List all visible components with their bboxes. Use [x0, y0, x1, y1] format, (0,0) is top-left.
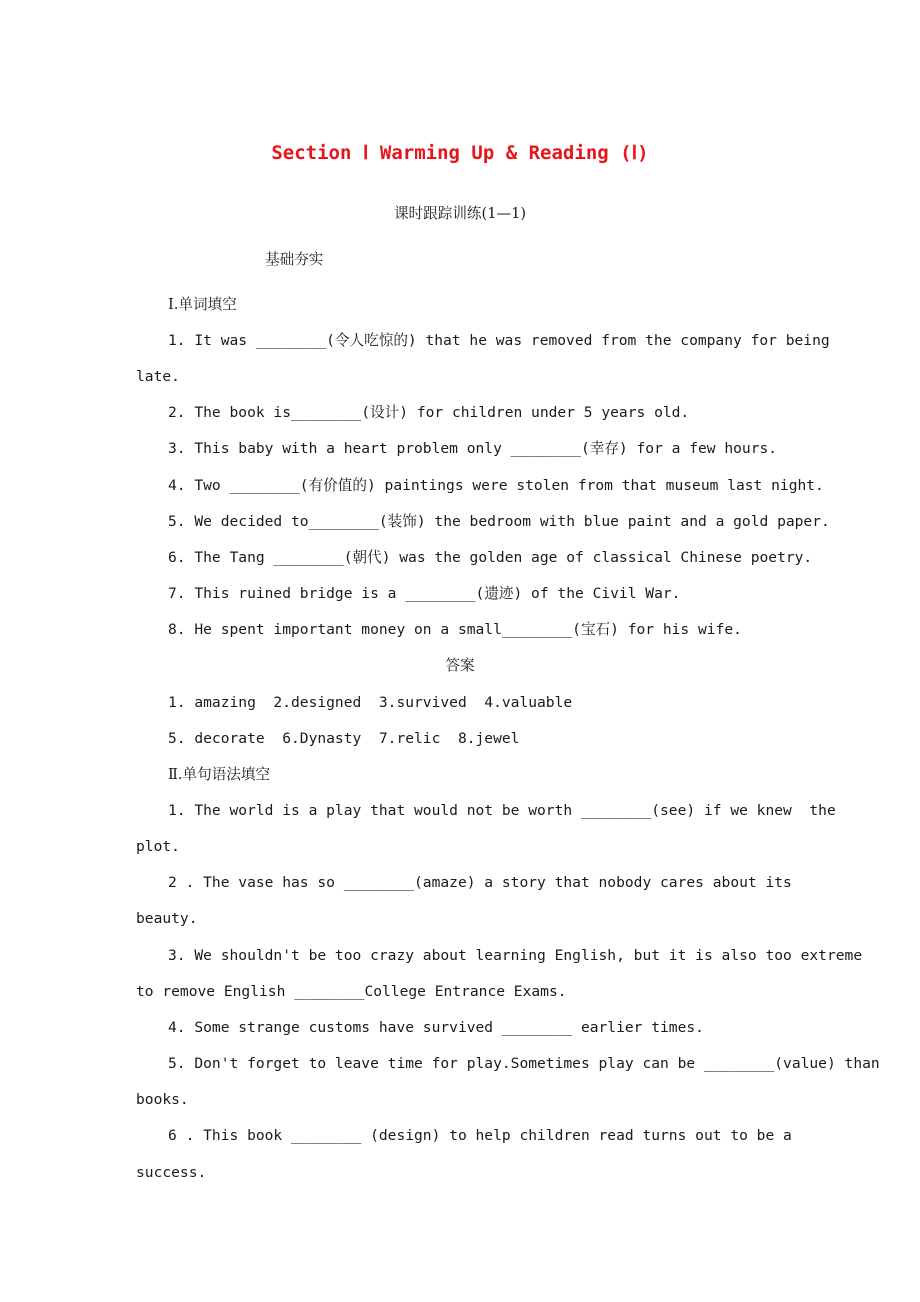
- part2-item-1-line2: plot.: [136, 838, 180, 855]
- part1-item-5: 5. We decided to________(装饰) the bedroom with blue paint and a gold paper.: [168, 513, 830, 530]
- part1-item-4: 4. Two ________(有价值的) paintings were stolen from that museum last night.: [168, 477, 824, 494]
- part2-item-5-line2: books.: [136, 1091, 189, 1108]
- part2-heading: Ⅱ.单句语法填空: [168, 766, 271, 783]
- answer-line-1: 1. amazing 2.designed 3.survived 4.valuable: [168, 694, 573, 711]
- part1-item-6: 6. The Tang ________(朝代) was the golden age of classical Chinese poetry.: [168, 549, 813, 566]
- part2-item-2-line2: beauty.: [136, 910, 198, 927]
- answer-line-2: 5. decorate 6.Dynasty 7.relic 8.jewel: [168, 730, 520, 747]
- part1-item-8: 8. He spent important money on a small________(宝石) for his wife.: [168, 621, 742, 638]
- part2-item-6-line1: 6 . This book ________ (design) to help children read turns out to be a: [168, 1127, 792, 1144]
- part1-item-1-line2: late.: [136, 368, 180, 385]
- part1-item-7: 7. This ruined bridge is a ________(遗迹) of the Civil War.: [168, 585, 681, 602]
- part2-item-6-line2: success.: [136, 1164, 207, 1181]
- part2-item-5-line1: 5. Don't forget to leave time for play.Sometimes play can be ________(value) than: [168, 1055, 880, 1072]
- part1-item-2: 2. The book is________(设计) for children under 5 years old.: [168, 404, 690, 421]
- part1-item-1-line1: 1. It was ________(令人吃惊的) that he was removed from the company for being: [168, 332, 830, 349]
- section-label: 基础夯实: [265, 251, 324, 268]
- part1-heading: Ⅰ.单词填空: [168, 296, 237, 313]
- part2-item-3-line2: to remove English ________College Entrance Exams.: [136, 983, 567, 1000]
- part1-item-3: 3. This baby with a heart problem only ________(幸存) for a few hours.: [168, 440, 778, 457]
- part2-item-2-line1: 2 . The vase has so ________(amaze) a story that nobody cares about its: [168, 874, 792, 891]
- page-title: Section Ⅰ Warming Up & Reading (Ⅰ): [271, 142, 649, 164]
- part2-item-3-line1: 3. We shouldn't be too crazy about learning English, but it is also too extreme: [168, 947, 863, 964]
- part2-item-1-line1: 1. The world is a play that would not be worth ________(see) if we knew the: [168, 802, 836, 819]
- part2-item-4: 4. Some strange customs have survived ________ earlier times.: [168, 1019, 704, 1036]
- answer-heading: 答案: [445, 657, 475, 674]
- subtitle: 课时跟踪训练(1—1): [393, 205, 527, 222]
